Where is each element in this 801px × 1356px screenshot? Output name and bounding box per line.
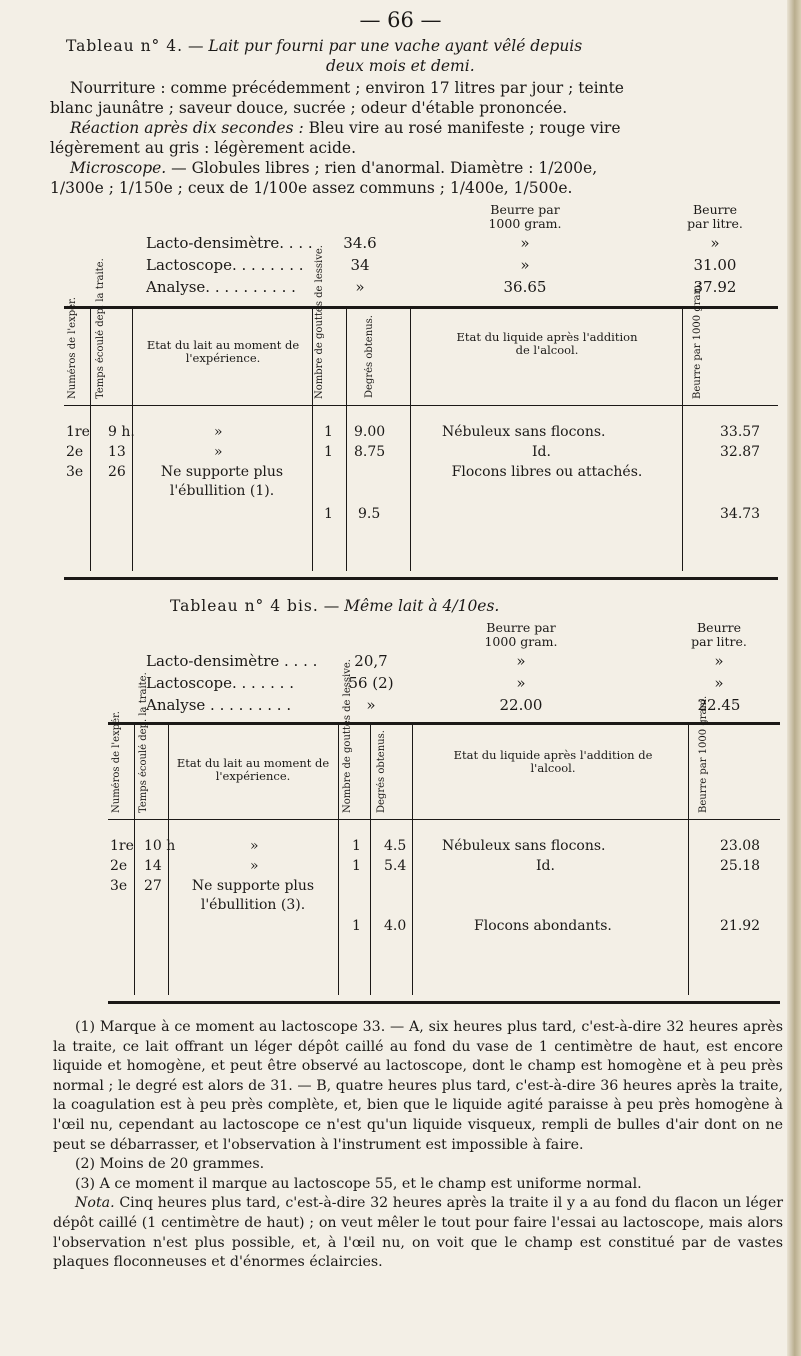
header-etat-lait: Etat du lait au moment de l'expérience. [146, 338, 300, 365]
nota-text: Cinq heures plus tard, c'est-à-dire 32 heures après la traite il y a au fond du flacon un léger dépôt caillé (1 centimètre de haut) ; on veut mêler le tout pour faire l'essai au lactoscope, mais alors l'observation n'est plus possible, et, à l'œil nu, on voit que le champ est constitué par de vastes plaques floconneuses et d'énormes éclaircies. [53, 1195, 783, 1271]
row-temps: 14 [144, 858, 162, 874]
header-nombre: Nombre de gouttes de lessive. [342, 659, 353, 813]
row-etat: » [214, 424, 223, 440]
page-edge [787, 0, 801, 1356]
row-nombre: 1 [352, 918, 361, 934]
row-liquide: Flocons libres ou attachés. [451, 464, 643, 480]
row-num: 3e [66, 464, 84, 480]
microscope-label: Microscope. [70, 159, 167, 177]
row-degres: 9.5 [358, 506, 381, 522]
row-degres: 4.5 [384, 838, 407, 854]
row-temps: 10 h [144, 838, 176, 854]
header-etat-lait: Etat du lait au moment de l'expérience. [176, 756, 330, 783]
row-degres: 5.4 [384, 858, 407, 874]
header-numeros: Numéros de l'expér. [111, 711, 122, 813]
text-line [70, 118, 621, 138]
row-liquide: Nébuleux sans flocons. [442, 838, 606, 854]
row-beurre: 34.73 [720, 506, 761, 522]
row-liquide: Id. [536, 858, 555, 874]
header-etat-liquide: Etat du liquide après l'addition de l'alcool. [456, 330, 638, 357]
row-num: 3e [110, 878, 128, 894]
footnotes [53, 1018, 783, 1273]
reaction-text: Bleu vire au rosé manifeste ; rouge vire [303, 119, 621, 137]
row-beurre: 25.18 [720, 858, 761, 874]
text-line: 1/300e ; 1/150e ; ceux de 1/100e assez communs ; 1/400e, 1/500e. [50, 179, 573, 197]
text-line: Nourriture : comme précédemment ; environ 17 litres par jour ; teinte [70, 79, 624, 97]
row-degres: 4.0 [384, 918, 407, 934]
row-temps: 9 h. [108, 424, 135, 440]
row-liquide: Flocons abondants. [474, 918, 612, 934]
row-nombre: 1 [324, 424, 333, 440]
nota-label: Nota. [75, 1195, 115, 1212]
header-rule [64, 405, 778, 406]
summary-header-per-litre: Beurre par litre. [687, 202, 743, 231]
row-etat: Ne supporte plus l'ébullition (3). [191, 878, 315, 913]
row-num: 1re [66, 424, 90, 440]
footnote-nota [53, 1194, 783, 1272]
table4-dash: — [187, 37, 204, 55]
table4bis-grid [108, 659, 780, 1004]
header-beurre: Beurre par 1000 gram. [692, 281, 703, 399]
row-etat: » [250, 838, 259, 854]
row-etat: » [214, 444, 223, 460]
row-temps: 13 [108, 444, 126, 460]
table4bis-label: Tableau n° 4 bis. [170, 597, 319, 615]
row-etat: » [250, 858, 259, 874]
text-line: légèrement au gris : légèrement acide. [50, 139, 357, 157]
row-nombre: 1 [324, 506, 333, 522]
footnote-1: (1) Marque à ce moment au lactoscope 33. — A, six heures plus tard, c'est-à-dire 32 heures après la traite, ce lait offrant un léger dépôt caillé au fond du vase de 1 centimètre de haut, est encore liquide et homogène, et peut être observé au lactoscope, dont le champ est homogène et à peu près normal ; le degré est alors de 31. — B, quatre heures plus tard, c'est-à-dire 36 heures après la traite, la coagulation est à peu près complète, et, bien que le liquide agité paraisse à peu près homogène à l'œil nu, cependant au lactoscope ce n'est qu'un liquide visqueux, rempli de bulles d'air dont on ne peut se débarrasser, et l'observation à l'instrument est impossible à faire. [53, 1019, 783, 1153]
header-degres: Degrés obtenus. [376, 730, 387, 813]
footnote-3: (3) A ce moment il marque au lactoscope 55, et le champ est uniforme normal. [75, 1175, 642, 1192]
row-nombre: 1 [324, 444, 333, 460]
row-num: 2e [110, 858, 128, 874]
table4-caption-line2: deux mois et demi. [326, 57, 475, 75]
table4-label: Tableau n° 4. [66, 37, 184, 55]
summary-header-per-1000: Beurre par 1000 gram. [484, 620, 558, 649]
row-num: 2e [66, 444, 84, 460]
row-degres: 8.75 [354, 444, 386, 460]
microscope-text: — Globules libres ; rien d'anormal. Diamètre : 1/200e, [166, 159, 598, 177]
page-number: — 66 — [359, 8, 442, 32]
header-temps: Temps écoulé dep. la traite. [95, 258, 106, 399]
row-etat: Ne supporte plus l'ébullition (1). [160, 464, 284, 499]
row-beurre: 33.57 [720, 424, 761, 440]
header-nombre: Nombre de gouttes de lessive. [314, 245, 325, 399]
row-degres: 9.00 [354, 424, 386, 440]
header-numeros: Numéros de l'expér. [67, 297, 78, 399]
table4-title [66, 36, 582, 56]
text-line: blanc jaunâtre ; saveur douce, sucrée ; odeur d'étable prononcée. [50, 99, 568, 117]
book-page: — 66 — Tableau n° 4. — Lait pur fourni par une vache ayant vêlé depuis deux mois et demi. Nourriture : comme précédemment ; environ 17 litres par jour ; teinte blanc jaunâtre ; saveur douce, sucrée ; odeur d'étable prononcée. Réaction après dix secondes : Bleu vire au rosé manifeste ; rouge vire légèrement au gris : légèrement acide. Microscope. — Globules libres ; rien d'anormal. Diamètre : 1/200e, 1/300e ; 1/150e ; ceux de 1/100e assez communs ; 1/400e, 1/500e. Beurre par 1000 gram. Beurre par litre. Lacto-densimètre. . . . 34.6 » » Lactoscope. . . . . . . . 34 » 31.00 Analyse. . . . . . . . . . » 36.65 37.92 Numéros de l'expér. Temps écoulé dep. la traite. Etat du lait au moment de l'expérience. Nombre de gouttes de lessive. Degrés obtenus. Etat du liquide après l'addition de l'alcool. Beurre par 1000 gram. 1re 9 h. » 1 9.00 Nébuleux sans flocons. 33.57 2e 13 » 1 8.75 Id. 32.87 3e 26 Ne supporte plus l'ébullition (1). 1 9.5 Flocons libres ou attachés. 34.73 Tableau n° 4 bis. — Même lait à 4/10es. Beurre par 1000 gram. Beurre par litre. Lacto-densimètre . . . . 20,7 » » Lactoscope. . . . . . . 56 (2) » » Analyse . . . . . . . . . » 22.00 22.45 Numéros de l'expér. Temps écoulé dep. la traite. Etat du lait au moment de l'expérience. Nombre de gouttes de lessive. Degrés obtenus. Etat du liquide après l'addition de l'alcool. Beurre par 1000 gram. 1re 10 h » 1 4.5 Nébuleux sans flocons. 23.08 2e 14 » 1 5.4 Id. 25.18 3e 27 Ne supporte plus l'ébullition (3). 1 4.0 Flocons abondants. 21.92 (1) Marque à ce moment au lactoscope 33. — A, six heures plus tard, c'est-à-dire 32 heures après la traite, ce lait offrant un léger dépôt caillé au fond du vase de 1 centimètre de haut, est encore liquide et homogène, et peut être observé au lactoscope, dont le champ est homogène et à peu près normal ; le degré est alors de 31. — B, quatre heures plus tard, c'est-à-dire 36 heures après la traite, la coagulation est à peu près complète, et, bien que le liquide agité paraisse à peu près homogène à l'œil nu, cependant au lactoscope ce n'est qu'un liquide visqueux, rempli de bulles d'air dont on ne peut se débarrasser, et l'observation à l'instrument est impossible à faire. (2) Moins de 20 grammes. (3) A ce moment il marque au lactoscope 55, et le champ est uniforme normal. Nota. Cinq heures plus tard, c'est-à-dire 32 heures après la traite il y a au fond du flacon un léger dépôt caillé (1 centimètre de haut) ; on veut mêler le tout pour faire l'essai au lactoscope, mais alors l'observation n'est plus possible, et, à l'œil nu, on voit que le champ est constitué par de vastes plaques floconneuses et d'énormes éclaircies. [0, 0, 801, 1356]
summary-header-per-litre: Beurre par litre. [691, 620, 747, 649]
header-beurre: Beurre par 1000 gram. [698, 695, 709, 813]
row-beurre: 32.87 [720, 444, 761, 460]
row-temps: 27 [144, 878, 162, 894]
table4-caption: Lait pur fourni par une vache ayant vêlé depuis [208, 37, 583, 55]
footnote-2: (2) Moins de 20 grammes. [75, 1156, 265, 1173]
row-nombre: 1 [352, 858, 361, 874]
header-temps: Temps écoulé dep. la traite. [138, 672, 149, 813]
row-beurre: 23.08 [720, 838, 761, 854]
header-rule [108, 819, 780, 820]
row-nombre: 1 [352, 838, 361, 854]
row-num: 1re [110, 838, 134, 854]
reaction-label: Réaction après dix secondes : [70, 119, 304, 137]
header-etat-liquide: Etat du liquide après l'addition de l'alcool. [453, 748, 653, 775]
table4bis-dash: — [323, 597, 340, 615]
row-beurre: 21.92 [720, 918, 761, 934]
header-degres: Degrés obtenus. [364, 315, 375, 399]
text-line [70, 158, 597, 178]
table4bis-title [170, 596, 499, 616]
row-liquide: Id. [532, 444, 551, 460]
row-liquide: Nébuleux sans flocons. [442, 424, 606, 440]
summary-header-per-1000: Beurre par 1000 gram. [488, 202, 562, 231]
table4-grid [64, 245, 778, 580]
row-temps: 26 [108, 464, 126, 480]
table4bis-caption: Même lait à 4/10es. [344, 597, 500, 615]
